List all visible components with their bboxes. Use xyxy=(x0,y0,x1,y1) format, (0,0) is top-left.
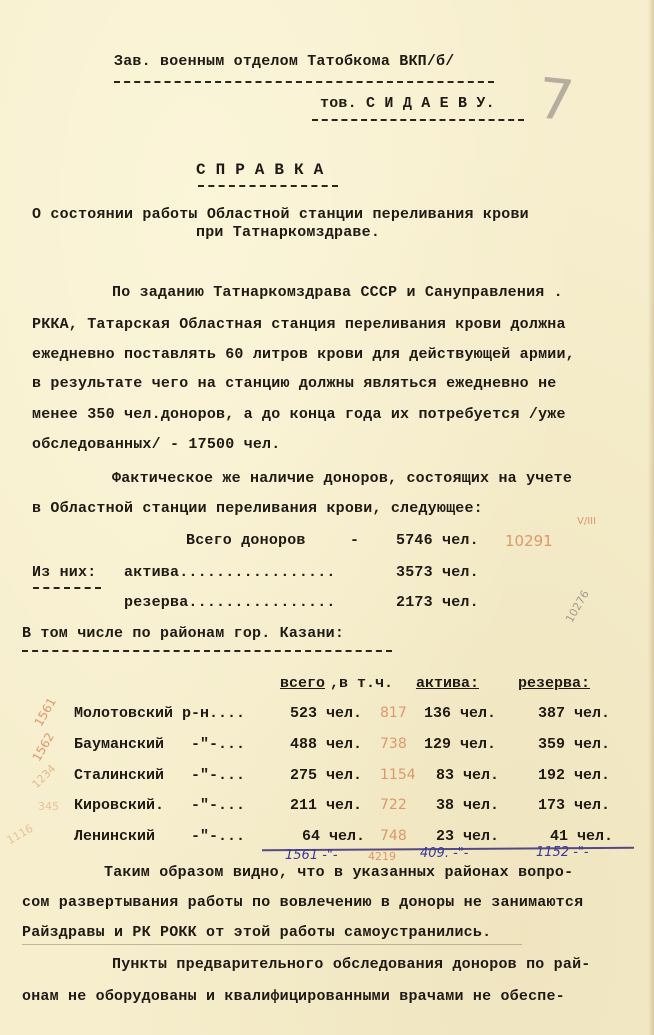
addressee-line-1: Зав. военным отделом Татобкома ВКП/б/ xyxy=(114,53,455,70)
of-them-underline xyxy=(33,587,101,589)
of-them-label: Из них: xyxy=(32,564,97,581)
paragraph-1-line-5: менее 350 чел.доноров, а до конца года их потребуется /уже xyxy=(32,406,566,423)
district-reserve: 173 чел. xyxy=(538,797,611,814)
district-reserve: 192 чел. xyxy=(538,767,611,784)
document-title: С П Р А В К А xyxy=(196,161,324,179)
header-active: актива: xyxy=(416,675,480,692)
paragraph-1-line-1: По заданию Татнаркомздрава СССР и Сануправления . xyxy=(112,284,563,301)
left-margin-note-3: 1234 xyxy=(29,762,59,791)
margin-note: 738 xyxy=(380,736,407,752)
header-total: всего xyxy=(280,675,326,692)
handwritten-active-total: 409. -"- xyxy=(420,846,469,861)
margin-note-10291: 10291 xyxy=(505,532,553,550)
district-total: 211 чел. xyxy=(290,797,363,814)
active-label: актива................. xyxy=(124,564,336,581)
addressee-name-underline xyxy=(312,119,524,121)
district-total: 64 чел. xyxy=(302,828,366,845)
paragraph-3-line-1: Таким образом видно, что в указанных районах вопро- xyxy=(104,864,574,881)
district-name: Сталинский -"-... xyxy=(74,767,246,784)
subtitle-line-2: при Татнаркомздраве. xyxy=(196,224,381,241)
handwritten-margin-total: 4219 xyxy=(368,850,396,863)
addressee-underline xyxy=(114,81,494,83)
left-margin-note-4: 345 xyxy=(38,800,59,813)
margin-note: 817 xyxy=(380,705,407,721)
handwritten-reserve-total: 1152 -"- xyxy=(536,845,589,860)
paragraph-1-line-3: ежедневно поставлять 60 литров крови для действующей армии, xyxy=(32,346,575,363)
paragraph-2-line-1: Фактическое же наличие доноров, состоящих на учете xyxy=(112,470,573,487)
page-edge xyxy=(648,0,654,1035)
district-active: 136 чел. xyxy=(424,705,497,722)
district-total: 523 чел. xyxy=(290,705,363,722)
margin-note: 722 xyxy=(380,797,407,813)
active-value: 3573 чел. xyxy=(396,564,479,581)
total-donors-separator: - xyxy=(350,532,360,549)
district-active: 83 чел. xyxy=(436,767,500,784)
reserve-label: резерва................ xyxy=(124,594,336,611)
subtitle-line-1: О состоянии работы Областной станции переливания крови xyxy=(32,206,529,223)
pencil-mark-7: 7 xyxy=(534,66,577,135)
paragraph-4-line-1: Пункты предварительного обследования доноров по рай- xyxy=(112,956,591,973)
paragraph-3-line-3: Райздравы и РК РОКК от этой работы самоустранились. xyxy=(22,924,492,941)
left-margin-note-2: 1562 xyxy=(29,730,57,764)
left-margin-note-5: 1116 xyxy=(4,821,36,848)
districts-heading-underline xyxy=(22,650,392,652)
district-reserve: 387 чел. xyxy=(538,705,611,722)
districts-heading: В том числе по районам гор. Казани: xyxy=(22,625,345,642)
margin-note: 748 xyxy=(380,828,407,844)
district-active: 38 чел. xyxy=(436,797,500,814)
paragraph-1-line-2: РККА, Татарская Областная станция переливания крови должна xyxy=(32,316,566,333)
district-total: 488 чел. xyxy=(290,736,363,753)
paragraph-3-line-2: сом развертывания работы по вовлечению в доноры не занимаются xyxy=(22,894,584,911)
header-incl: ,в т.ч. xyxy=(330,675,394,692)
district-name: Кировский. -"-... xyxy=(74,797,246,814)
district-name: Бауманский -"-... xyxy=(74,736,246,753)
title-underline xyxy=(198,185,338,187)
margin-note-roman: V/III xyxy=(577,516,597,527)
total-donors-value: 5746 чел. xyxy=(396,532,479,549)
left-margin-note-1: 1561 xyxy=(31,695,59,729)
reserve-value: 2173 чел. xyxy=(396,594,479,611)
paragraph-1-line-4: в результате чего на станцию должны являться ежедневно не xyxy=(32,375,557,392)
total-donors-label: Всего доноров xyxy=(186,532,306,549)
margin-note-10276: 10276 xyxy=(563,588,592,625)
district-name: Молотовский р-н.... xyxy=(74,705,246,722)
district-reserve: 41 чел. xyxy=(550,828,614,845)
addressee-line-2: тов. С И Д А Е В У. xyxy=(320,95,495,112)
handwritten-total: 1561 -"- xyxy=(285,848,338,863)
district-active: 129 чел. xyxy=(424,736,497,753)
margin-note: 1154 xyxy=(380,767,416,783)
pencil-underline xyxy=(22,944,522,945)
district-total: 275 чел. xyxy=(290,767,363,784)
district-reserve: 359 чел. xyxy=(538,736,611,753)
paragraph-4-line-2: онам не оборудованы и квалифицированными врачами не обеспе- xyxy=(22,988,565,1005)
paragraph-1-line-6: обследованных/ - 17500 чел. xyxy=(32,436,281,453)
header-reserve: резерва: xyxy=(518,675,591,692)
paragraph-2-line-2: в Областной станции переливания крови, следующее: xyxy=(32,500,483,517)
district-active: 23 чел. xyxy=(436,828,500,845)
district-name: Ленинский -"-... xyxy=(74,828,246,845)
